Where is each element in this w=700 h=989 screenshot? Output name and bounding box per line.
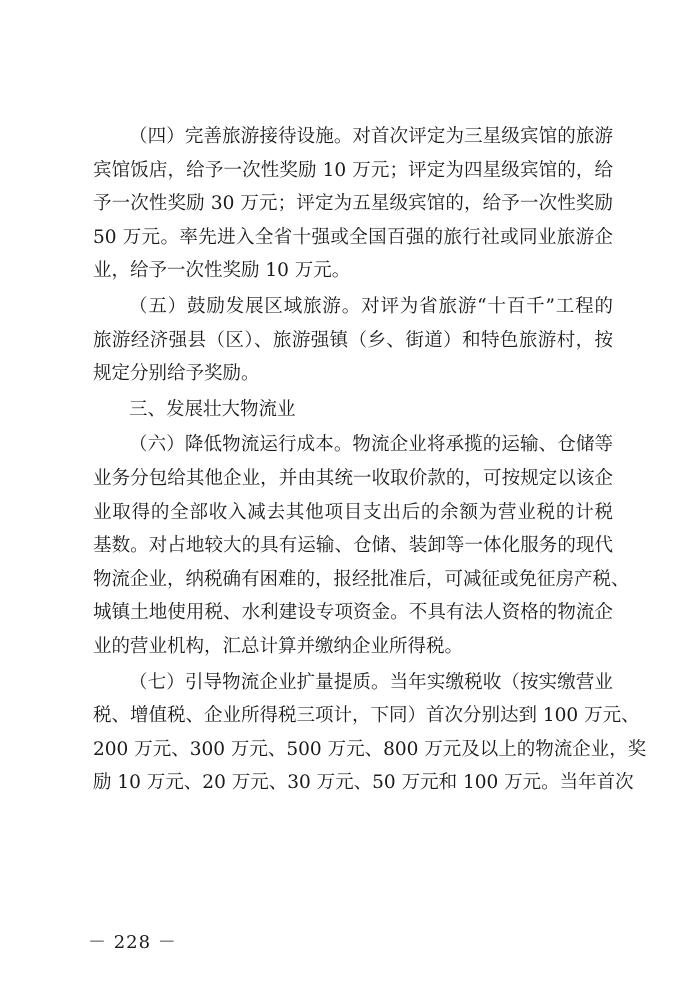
section-heading bbox=[93, 393, 613, 427]
paragraph-7 bbox=[93, 666, 647, 800]
text-line: 业务分包给其他企业，并由其统一收取价款的，可按规定以该企 bbox=[93, 467, 613, 489]
text-line: 业的营业机构，汇总计算并缴纳企业所得税。 bbox=[93, 635, 464, 657]
text-line: 50 万元。率先进入全省十强或全国百强的旅行社或同业旅游企 bbox=[93, 226, 613, 248]
text-line: 规定分别给予奖励。 bbox=[93, 363, 260, 385]
paragraph-6 bbox=[93, 428, 630, 663]
text-line: 旅游经济强县（区）、旅游强镇（乡、街道）和特色旅游村，按 bbox=[93, 329, 613, 351]
paragraph-5 bbox=[93, 290, 613, 391]
section-heading-text: 三、发展壮大物流业 bbox=[129, 398, 296, 420]
text-line: （六）降低物流运行成本。物流企业将承揽的运输、仓储等 bbox=[129, 434, 613, 456]
text-line: （五）鼓励发展区域旅游。对评为省旅游“十百千”工程的 bbox=[129, 295, 613, 317]
text-line: 200 万元、300 万元、500 万元、800 万元及以上的物流企业，奖 bbox=[93, 738, 647, 760]
text-line: 业取得的全部收入减去其他项目支出后的余额为营业税的计税 bbox=[93, 501, 613, 523]
text-line: 物流企业，纳税确有困难的，报经批准后，可减征或免征房产税、 bbox=[93, 568, 630, 590]
text-line: （四）完善旅游接待设施。对首次评定为三星级宾馆的旅游 bbox=[129, 126, 613, 147]
page-number: － 228 － bbox=[88, 932, 177, 953]
paragraph-4 bbox=[93, 120, 613, 288]
text-line: 励 10 万元、20 万元、30 万元、50 万元和 100 万元。当年首次 bbox=[93, 772, 634, 794]
document-body bbox=[93, 120, 647, 800]
text-line: 基数。对占地较大的具有运输、仓储、装卸等一体化服务的现代 bbox=[93, 535, 613, 557]
text-line: （七）引导物流企业扩量提质。当年实缴税收（按实缴营业 bbox=[129, 671, 613, 693]
text-line: 宾馆饭店，给予一次性奖励 10 万元；评定为四星级宾馆的，给 bbox=[93, 159, 613, 181]
text-line: 城镇土地使用税、水利建设专项资金。不具有法人资格的物流企 bbox=[93, 602, 613, 624]
text-line: 税、增值税、企业所得税三项计，下同）首次分别达到 100 万元、 bbox=[93, 705, 640, 727]
text-line: 予一次性奖励 30 万元；评定为五星级宾馆的，给予一次性奖励 bbox=[93, 193, 613, 215]
text-line: 业，给予一次性奖励 10 万元。 bbox=[93, 260, 351, 282]
